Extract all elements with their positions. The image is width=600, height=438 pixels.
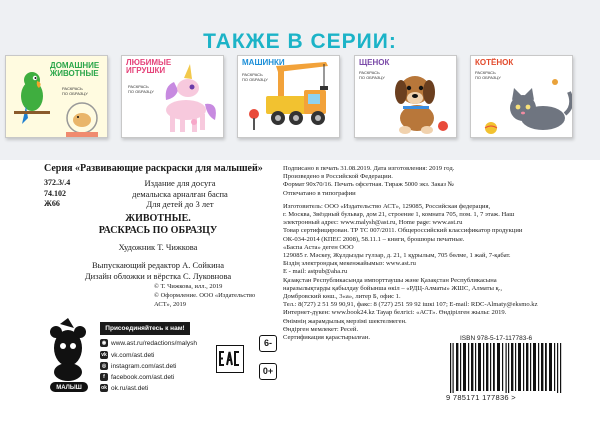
copyright-line: © Т. Чижкова, илл., 2019	[154, 283, 223, 290]
kitten-illustration	[471, 56, 573, 138]
imprint-line: Интернет-дүкен: www.book24.kz Тауар белгісі: «АСТ». Өндірілген жылы: 2019.	[283, 309, 507, 317]
imprint-line: Біздің электрондық мекенжайымыз: www.ast.ru	[283, 260, 416, 268]
edition-line: демалыска арналған баспа	[132, 188, 228, 199]
age-mark-6: 6-	[259, 335, 277, 352]
code-line: 74.102	[44, 188, 66, 198]
eac-icon	[217, 346, 242, 371]
edition-line: Издание для досуга	[144, 178, 216, 188]
imprint-line: г. Москва, Звёздный бульвар, дом 21, строение 1, комната 705, пом. 1, 7 этаж. Наш	[283, 211, 515, 219]
instagram-icon: ◎	[101, 363, 107, 369]
imprint-line: Товар сертифицирован. ТР ТС 007/2011. Общероссийский классификатор продукции	[283, 227, 523, 235]
book-title-line: ЖИВОТНЫЕ.	[125, 213, 191, 224]
join-us-banner: Присоединяйтесь к нам!	[100, 322, 190, 335]
imprint-line: Произведено в Российской Федерации.	[283, 173, 393, 181]
code-line: Ж66	[44, 199, 60, 208]
age-mark-0plus: 0+	[259, 363, 277, 380]
series-line-block	[44, 163, 272, 174]
social-link-ok[interactable]	[100, 384, 148, 392]
cover-subtitle: РАСКРАСЬ ПО ОБРАЗЦУ	[359, 70, 385, 80]
imprint-line: Өндірген мемлекет: Ресей.	[283, 325, 359, 333]
editor-credits	[44, 260, 272, 282]
isbn-text: ISBN 978-5-17-117783-6	[460, 335, 533, 342]
cover-title: ДОМАШНИЕ ЖИВОТНЫЕ	[50, 61, 100, 78]
social-link-instagram[interactable]	[100, 362, 176, 370]
social-link-text[interactable]: www.ast.ru/redactions/malysh	[111, 339, 197, 347]
cover-subtitle: РАСКРАСЬ ПО ОБРАЗЦУ	[242, 72, 268, 82]
social-link-text[interactable]: ok.ru/ast.deti	[111, 384, 149, 392]
cover-favorite-toys	[121, 55, 224, 138]
cover-title: МАШИНКИ	[242, 58, 285, 67]
editor-line: Выпускающий редактор А. Сойкина	[92, 260, 224, 270]
cover-cars	[237, 55, 340, 138]
cover-subtitle: РАСКРАСЬ ПО ОБРАЗЦУ	[62, 86, 88, 96]
imprint-line: наразылықтарды қабылдау бойынша өкіл – «РДЦ-Алматы» ЖШС, Алматы қ.,	[283, 284, 503, 292]
edition-notes	[90, 178, 270, 210]
vk-icon: vk	[101, 352, 107, 358]
cover-kitten	[470, 55, 573, 138]
imprint-line: Подписано в печать 31.08.2019. Дата изготовления: 2019 год.	[283, 165, 455, 172]
crane-truck-illustration	[238, 56, 340, 138]
imprint-line: Тел.: 8(727) 2 51 59 90,91, факс: 8 (727) 251 59 92 ішкі 107; E-mail: RDC-Almaty@eksmo.kz	[283, 301, 538, 309]
eac-mark	[216, 345, 244, 373]
imprint-line: Қазақстан Республикасында импорттаушы және Қазақстан Республикасына	[283, 276, 497, 284]
cover-title: КОТЁНОК	[475, 58, 514, 67]
imprint-line: Изготовитель: ООО «Издательство АСТ», 129085, Российская федерация,	[283, 202, 491, 210]
cover-subtitle: РАСКРАСЬ ПО ОБРАЗЦУ	[475, 70, 501, 80]
cover-title: ЩЕНОК	[359, 58, 390, 67]
imprint-line: 129085 г. Мәскеу, Жұлдызды гүлзар, д. 21, 1 құрылым, 705 бөлме, 1 жай, 7-қабат.	[283, 252, 511, 260]
mouse-logo-icon	[44, 318, 94, 408]
imprint-line: Домбровский көш., 3«а», литер Б, офис 1.	[283, 293, 401, 301]
imprint-line: Сертификация қарастырылған.	[283, 334, 371, 342]
artist-credit: Художник Т. Чижкова	[118, 242, 198, 252]
classification-codes	[44, 178, 70, 210]
cover-puppy	[354, 55, 457, 138]
social-link-text[interactable]: vk.com/ast.deti	[111, 351, 155, 359]
cover-subtitle: РАСКРАСЬ ПО ОБРАЗЦУ	[128, 84, 154, 94]
logo-text: МАЛЫШ	[56, 385, 82, 391]
copyright-notice	[154, 282, 274, 309]
imprint-line: ОК-034-2014 (КПЕС 2008), 58.11.1 – книги, брошюры печатные.	[283, 235, 465, 243]
imprint-block	[283, 165, 568, 342]
imprint-line: «Баспа Аста» деген ООО	[283, 243, 354, 251]
puppy-illustration	[355, 56, 457, 138]
imprint-line: Отпечатано в типографии	[283, 189, 356, 197]
social-link-text[interactable]: facebook.com/ast.deti	[111, 373, 175, 381]
barcode-digits: 9 785171 177836 >	[446, 393, 576, 402]
imprint-line: Формат 90х70/16. Печать офсетная. Тираж 5000 экз. Заказ №	[283, 181, 454, 189]
cover-domestic-animals	[5, 55, 108, 138]
social-link-vk[interactable]	[100, 351, 154, 359]
social-link-web[interactable]	[100, 339, 197, 347]
social-link-facebook[interactable]	[100, 373, 174, 381]
ok-icon: ok	[101, 385, 107, 391]
cover-title: ЛЮБИМЫЕ ИГРУШКИ	[126, 58, 172, 75]
imprint-line: Өнімнің жарамдылық мерзімі шектелмеген.	[283, 317, 407, 325]
editor-line: Дизайн обложки и вёрстка С. Луковнова	[84, 271, 232, 281]
malysh-logo	[44, 318, 94, 408]
series-heading: ТАКЖЕ В СЕРИИ:	[203, 30, 397, 53]
book-title	[44, 213, 272, 237]
copyright-line: © Оформление. ООО «Издательство АСТ», 2019	[154, 292, 256, 308]
imprint-line: E - mail: astpub@aha.ru	[283, 268, 348, 276]
edition-line: Для детей до 3 лет	[146, 199, 214, 209]
series-banner	[0, 0, 600, 160]
facebook-icon: f	[100, 373, 108, 381]
imprint-line: электронный адрес: www.malysh@ast.ru, Home page: www.ast.ru	[283, 219, 463, 227]
social-link-text[interactable]: instagram.com/ast.deti	[111, 362, 177, 370]
series-line: Серия «Развивающие раскраски для малышей»	[44, 163, 263, 174]
code-line: 372.3/.4	[44, 178, 71, 187]
book-title-line: РАСКРАСЬ ПО ОБРАЗЦУ	[98, 225, 218, 236]
web-icon: ◉	[101, 340, 107, 346]
